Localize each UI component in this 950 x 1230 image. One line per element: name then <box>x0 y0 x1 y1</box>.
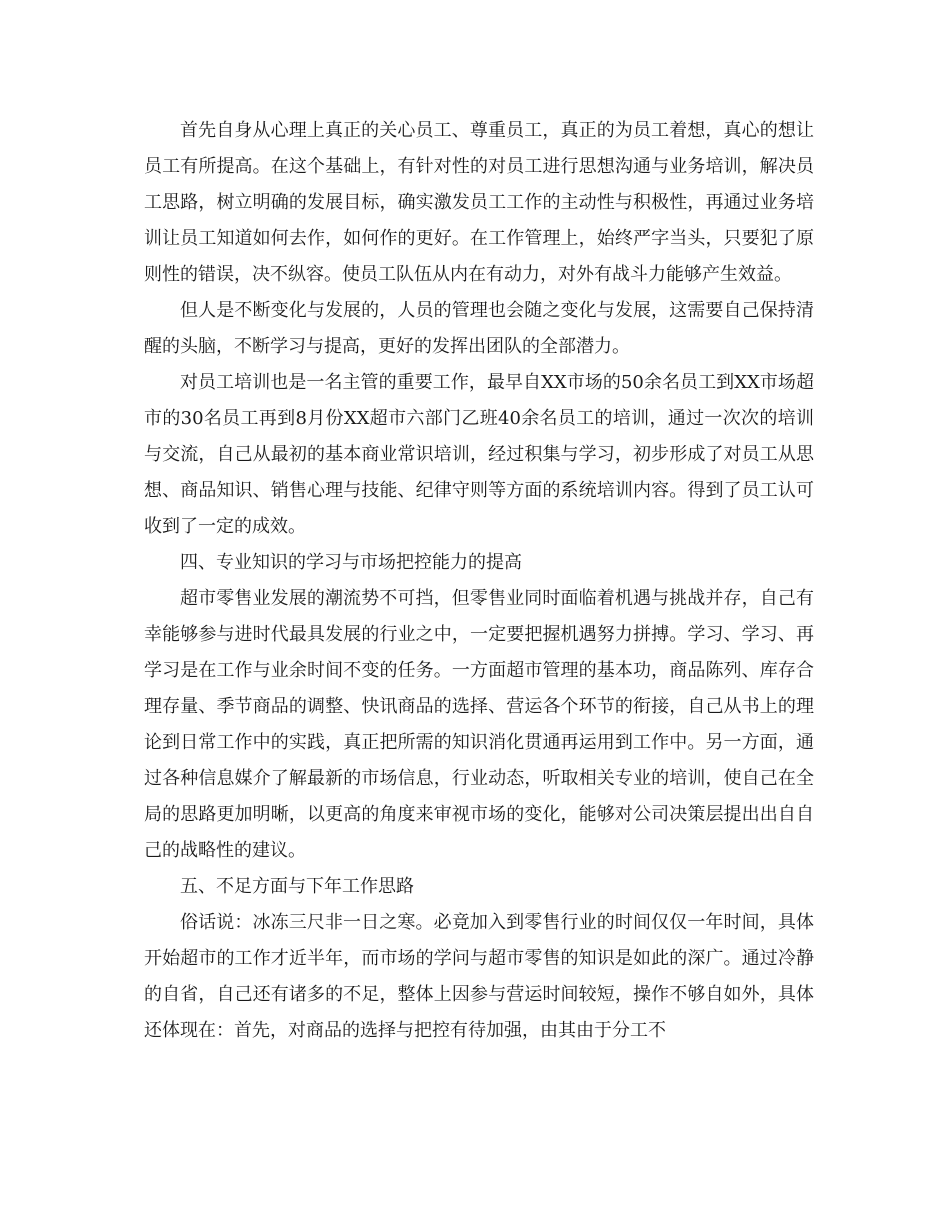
paragraph-shortcomings: 俗话说：冰冻三尺非一日之寒。必竟加入到零售行业的时间仅仅一年时间，具体开始超市的工作才近半年，而市场的学问与超市零售的知识是如此的深广。通过冷静的自省，自己还有诸多的不足，整体上因参与营运时间较短，操作不够自如外，具体还体现在：首先，对商品的选择与把控有待加强，由其由于分工不 <box>144 912 814 1041</box>
paragraph-personnel-change: 但人是不断变化与发展的，人员的管理也会随之变化与发展，这需要自己保持清醒的头脑，不断学习与提高，更好的发挥出团队的全部潜力。 <box>144 300 814 357</box>
paragraph-employee-training: 对员工培训也是一名主管的重要工作，最早自XX市场的50余名员工到XX市场超市的30名员工再到8月份XX超市六部门乙班40余名员工的培训，通过一次次的培训与交流，自己从最初的基本商业常识培训，经过积集与学习，初步形成了对员工从思想、商品知识、销售心理与技能、纪律守则等方面的系统培训内容。得到了员工认可收到了一定的成效。 <box>144 372 814 537</box>
paragraph-employee-care: 首先自身从心理上真正的关心员工、尊重员工，真正的为员工着想，真心的想让员工有所提高。在这个基础上，有针对性的对员工进行思想沟通与业务培训，解决员工思路，树立明确的发展目标，确实激发员工工作的主动性与积极性，再通过业务培训让员工知道如何去作，如何作的更好。在工作管理上，始终严字当头，只要犯了原则性的错误，决不纵容。使员工队伍从内在有动力，对外有战斗力能够产生效益。 <box>144 120 814 285</box>
paragraph-learning: 超市零售业发展的潮流势不可挡，但零售业同时面临着机遇与挑战并存，自己有幸能够参与进时代最具发展的行业之中，一定要把握机遇努力拼搏。学习、学习、再学习是在工作与业余时间不变的任务。一方面超市管理的基本功，商品陈列、库存合理存量、季节商品的调整、快讯商品的选择、营运各个环节的衔接，自己从书上的理论到日常工作中的实践，真正把所需的知识消化贯通再运用到工作中。另一方面，通过各种信息媒介了解最新的市场信息，行业动态，听取相关专业的培训，使自己在全局的思路更加明晰，以更高的角度来审视市场的变化，能够对公司决策层提出出自自己的战略性的建议。 <box>144 588 814 861</box>
section-heading-professional-knowledge: 四、专业知识的学习与市场把控能力的提高 <box>180 552 522 573</box>
section-heading-shortcomings: 五、不足方面与下年工作思路 <box>180 876 414 897</box>
document-body <box>144 113 814 1049</box>
